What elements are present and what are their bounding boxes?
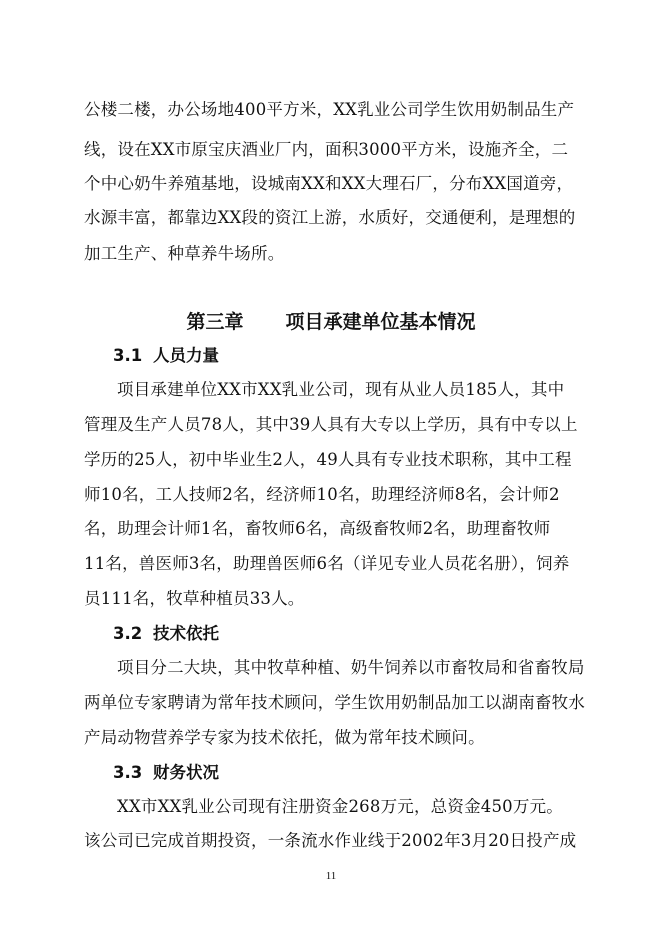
paragraph-line: 两单位专家聘请为常年技术顾问，学生饮用奶制品加工以湖南畜牧水 [84, 693, 585, 712]
paragraph-line: 管理及生产人员78人，其中39人具有大专以上学历，具有中专以上 [84, 415, 578, 434]
paragraph-line: 师10名，工人技师2名，经济师10名，助理经济师8名，会计师2 [84, 485, 560, 504]
section-heading [113, 346, 219, 366]
page-number: 11 [325, 870, 337, 882]
paragraph-line: 项目分二大块，其中牧草种植、奶牛饲养以市畜牧局和省畜牧局 [117, 658, 585, 677]
section-heading [113, 624, 219, 644]
chapter-heading [0, 310, 662, 334]
paragraph-line: XX市XX乳业公司现有注册资金268万元，总资金450万元。 [117, 797, 563, 816]
paragraph-line: 11名，兽医师3名，助理兽医师6名（详见专业人员花名册），饲养 [84, 554, 570, 573]
intro-line: 线，设在XX市原宝庆酒业厂内，面积3000平方米，设施齐全，二 [84, 140, 569, 159]
section-number: 3.2 [113, 624, 143, 643]
intro-line: 加工生产、种草养牛场所。 [84, 244, 285, 263]
chapter-number: 第三章 [186, 311, 244, 333]
section-title: 人员力量 [153, 346, 219, 365]
paragraph-line: 产局动物营养学专家为技术依托，做为常年技术顾问。 [84, 728, 485, 747]
section-number: 3.3 [113, 763, 143, 782]
section-title: 财务状况 [153, 763, 219, 782]
paragraph-line: 项目承建单位XX市XX乳业公司，现有从业人员185人，其中 [117, 380, 565, 399]
section-title: 技术依托 [153, 624, 219, 643]
intro-line: 公楼二楼，办公场地400平方米，XX乳业公司学生饮用奶制品生产 [84, 100, 575, 119]
paragraph-line: 名，助理会计师1名，畜牧师6名，高级畜牧师2名，助理畜牧师 [84, 519, 551, 538]
section-number: 3.1 [113, 346, 143, 365]
intro-line: 水源丰富，都靠边XX段的资江上游，水质好，交通便利，是理想的 [84, 208, 576, 227]
section-heading [113, 763, 219, 783]
paragraph-line: 学历的25人，初中毕业生2人，49人具有专业技术职称，其中工程 [84, 450, 572, 469]
paragraph-line: 员111名，牧草种植员33人。 [84, 589, 305, 608]
chapter-title: 项目承建单位基本情况 [285, 311, 476, 333]
intro-line: 个中心奶牛养殖基地，设城南XX和XX大理石厂，分布XX国道旁， [84, 174, 574, 193]
paragraph-line: 该公司已完成首期投资，一条流水作业线于2002年3月20日投产成 [84, 831, 577, 850]
